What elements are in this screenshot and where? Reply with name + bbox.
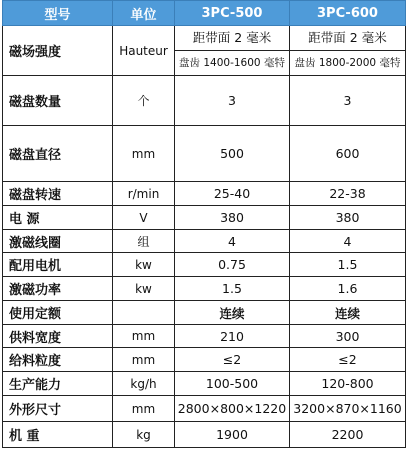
value-cell-b: 120-800	[290, 372, 406, 396]
table-row	[3, 126, 406, 182]
value-cell-b: 600	[290, 126, 406, 182]
unit-cell: 个	[113, 76, 175, 126]
value-cell-a: 4	[175, 230, 290, 253]
value-cell-b: 300	[290, 325, 406, 348]
table-row	[3, 422, 406, 448]
value-line: 距带面 2 毫米	[308, 30, 387, 45]
table-row	[3, 76, 406, 126]
unit-cell: V	[113, 206, 175, 230]
value-cell-a: 25-40	[175, 182, 290, 206]
value-cell-a: 0.75	[175, 253, 290, 277]
param-cell: 磁盘直径	[3, 126, 113, 182]
table-row	[3, 277, 406, 301]
value-cell-a: 380	[175, 206, 290, 230]
unit-cell: kw	[113, 277, 175, 301]
value-cell-b: 2200	[290, 422, 406, 448]
header-param: 型号	[3, 1, 113, 26]
table-row	[3, 348, 406, 372]
value-cell-a: 1900	[175, 422, 290, 448]
value-cell-a: ≤2	[175, 348, 290, 372]
unit-cell: kw	[113, 253, 175, 277]
table-row	[3, 396, 406, 422]
table-row	[3, 301, 406, 325]
value-cell-b: 1.5	[290, 253, 406, 277]
unit-cell: kg/h	[113, 372, 175, 396]
unit-cell: 组	[113, 230, 175, 253]
value-cell-b: 3200×870×1160	[290, 396, 406, 422]
header-model-a: 3PC-500	[175, 1, 290, 26]
header-unit: 单位	[113, 1, 175, 26]
param-cell: 磁盘转速	[3, 182, 113, 206]
param-cell: 给料粒度	[3, 348, 113, 372]
param-cell: 生产能力	[3, 372, 113, 396]
value-cell-b: 1.6	[290, 277, 406, 301]
table-row	[3, 206, 406, 230]
unit-cell: Hauteur	[113, 26, 175, 76]
value-cell-b	[290, 26, 406, 76]
param-cell: 配用电机	[3, 253, 113, 277]
unit-cell: mm	[113, 325, 175, 348]
param-cell: 供料宽度	[3, 325, 113, 348]
table-row	[3, 325, 406, 348]
value-cell-b: ≤2	[290, 348, 406, 372]
value-cell-a: 500	[175, 126, 290, 182]
unit-cell: mm	[113, 126, 175, 182]
value-cell-a: 2800×800×1220	[175, 396, 290, 422]
value-cell-b: 3	[290, 76, 406, 126]
param-cell: 使用定额	[3, 301, 113, 325]
param-cell: 机 重	[3, 422, 113, 448]
param-cell: 激磁功率	[3, 277, 113, 301]
value-cell-a: 210	[175, 325, 290, 348]
value-cell-a: 100-500	[175, 372, 290, 396]
table-row	[3, 230, 406, 253]
value-line: 距带面 2 毫米	[192, 30, 272, 45]
spec-table	[2, 0, 406, 448]
value-cell-a: 3	[175, 76, 290, 126]
value-cell-b: 22-38	[290, 182, 406, 206]
value-line: 盘齿 1400-1600 毫特	[175, 50, 289, 75]
unit-cell: mm	[113, 348, 175, 372]
value-cell-b: 380	[290, 206, 406, 230]
unit-cell: r/min	[113, 182, 175, 206]
unit-cell	[113, 301, 175, 325]
unit-cell: kg	[113, 422, 175, 448]
value-cell-a: 1.5	[175, 277, 290, 301]
value-cell-a	[175, 26, 290, 76]
param-cell: 磁盘数量	[3, 76, 113, 126]
table-row	[3, 182, 406, 206]
value-line: 盘齿 1800-2000 毫特	[290, 50, 405, 75]
param-cell: 外形尺寸	[3, 396, 113, 422]
table-row	[3, 253, 406, 277]
unit-cell: mm	[113, 396, 175, 422]
param-cell: 磁场强度	[3, 26, 113, 76]
header-model-b: 3PC-600	[290, 1, 406, 26]
value-cell-b: 连续	[290, 301, 406, 325]
param-cell: 电 源	[3, 206, 113, 230]
header-row	[3, 1, 406, 26]
value-cell-a: 连续	[175, 301, 290, 325]
param-cell: 激磁线圈	[3, 230, 113, 253]
value-cell-b: 4	[290, 230, 406, 253]
table-row	[3, 26, 406, 76]
table-row	[3, 372, 406, 396]
